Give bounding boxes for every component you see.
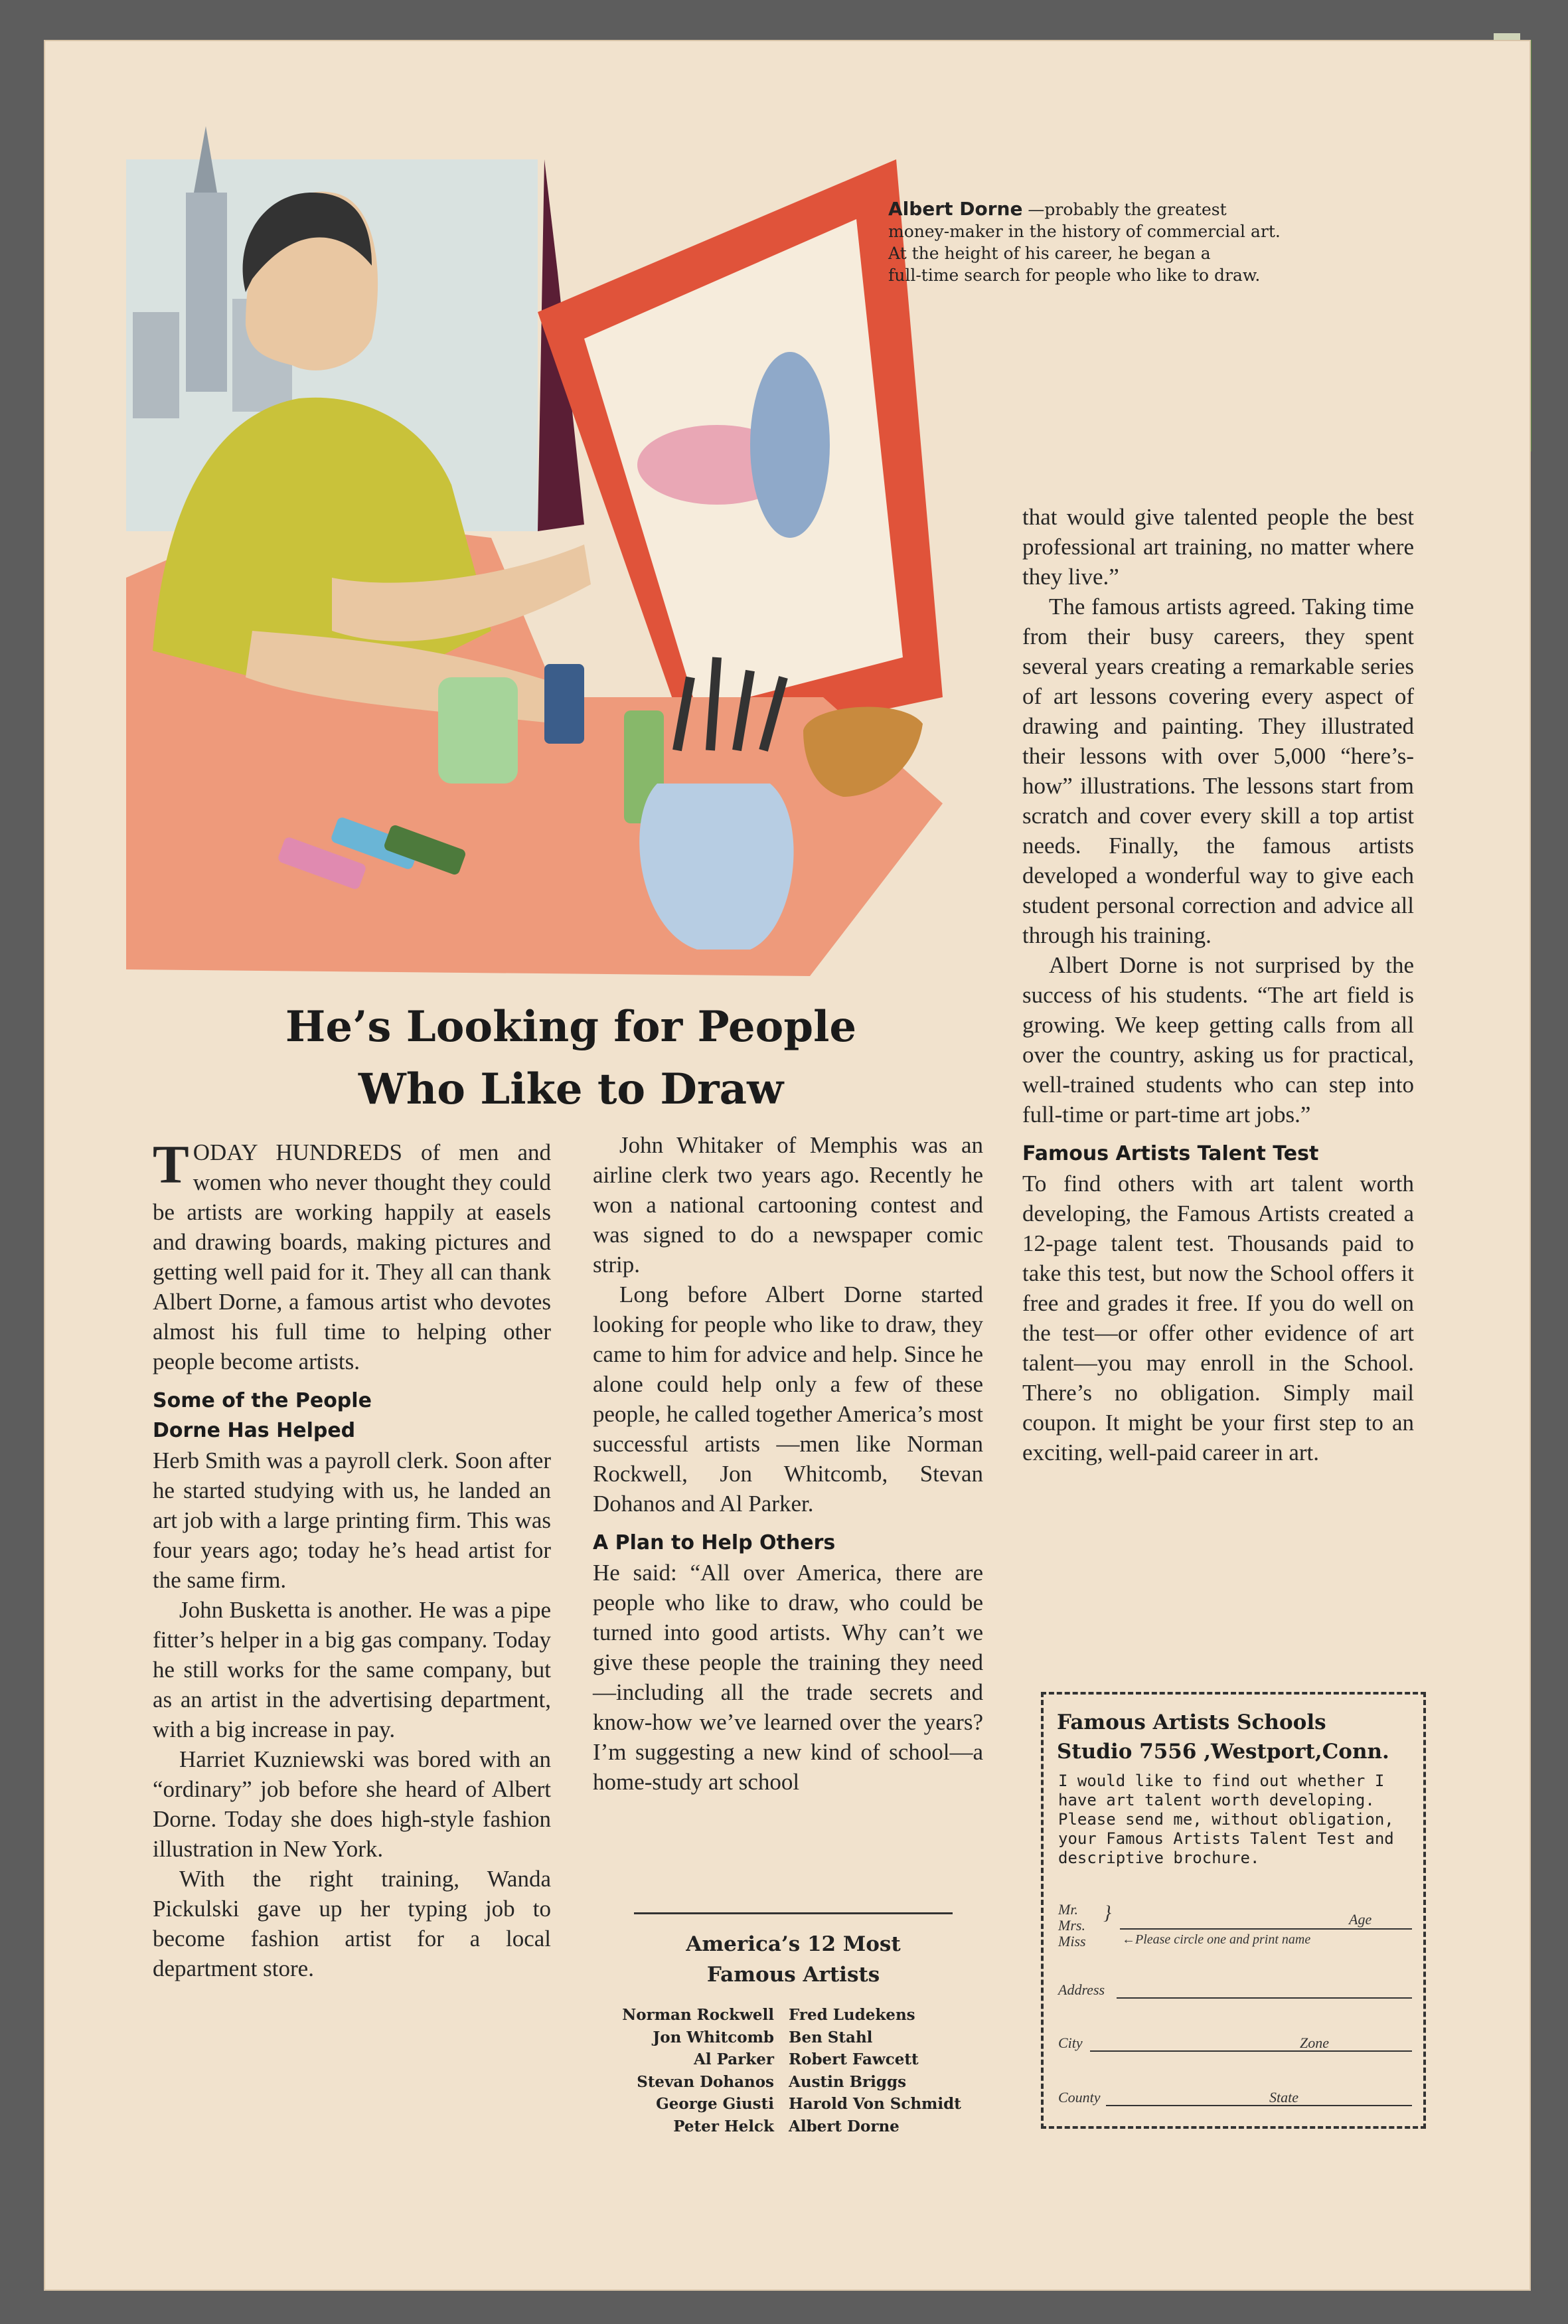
city-label: City (1058, 2034, 1083, 2051)
artist-name: Ben Stahl (789, 2028, 873, 2046)
name-field[interactable] (1120, 1928, 1412, 1930)
artist-name: Stevan Dohanos (637, 2072, 774, 2091)
intro-text: ODAY HUNDREDS of men and women who never thought they could be artists are working happily at easels and drawing boards, making pictures and getting well paid for it. They all can thank Albert Dorne, a famous artist who devotes almost his full time to helping other people become artists. (153, 1139, 551, 1374)
headline (119, 996, 1022, 1121)
title-option-mrs[interactable]: Mrs. (1058, 1917, 1085, 1934)
building (133, 312, 179, 418)
paragraph: To find others with art talent worth developing, the Famous Artists created a 12-page talent test. Thousands paid to take this test, but now the School offers it free and grades it free. If you do well on the test—or offer other evidence of art talent—you may enroll in the School. There’s no obligation. Simply mail coupon. It might be your first step to an exciting, well-paid career in art. (1022, 1171, 1414, 1465)
circle-note: ←Please circle one and print name (1122, 1932, 1311, 1947)
title-option-mr[interactable]: Mr. (1058, 1901, 1078, 1918)
coupon-text: I would like to find out whether I have art talent worth developing. Please send me, without obligation, your Famous Artists Talent Test and descriptive brochure. (1058, 1772, 1394, 1867)
famous-artists-title (591, 1929, 996, 1990)
illustration-caption (888, 198, 1406, 286)
zone-label: Zone (1300, 2034, 1329, 2051)
coupon-title (1057, 1708, 1415, 1766)
artist-name: Jon Whitcomb (653, 2028, 774, 2046)
caption-name: Albert Dorne (888, 198, 1023, 220)
title-option-miss[interactable]: Miss (1058, 1933, 1086, 1950)
county-label: County (1058, 2089, 1101, 2106)
artist-name: Peter Helck (673, 2117, 774, 2135)
intro-paragraph (153, 1134, 551, 1376)
drawing-farmer (750, 352, 830, 538)
famous-title-line: America’s 12 Most (686, 1932, 901, 1956)
subheading-line: Dorne Has Helped (153, 1419, 356, 1442)
brace: } (1103, 1902, 1111, 1924)
coupon-title-line: Famous Artists Schools (1057, 1710, 1326, 1734)
artist-name: George Giusti (656, 2095, 774, 2113)
address-field[interactable] (1117, 1997, 1412, 1999)
paint-jar (438, 677, 518, 784)
paragraph: Long before Albert Dorne started looking for people who like to draw, they came to him for advice and help. Since he alone could help only a few of these people, he called together America’s most successful artists —men like Norman Rockwell, Jon Whitcomb, Stevan Dohanos and Al Parker. (593, 1282, 983, 1517)
city-field[interactable] (1090, 2050, 1412, 2052)
paragraph: The famous artists agreed. Taking time from their busy careers, they spent several years creating a remarkable series of art lessons covering every aspect of drawing and painting. They illustrated their lessons with over 5,000 “here’s-how” illustrations. The lessons start from scratch and cover every skill a top artist needs. Finally, the famous artists developed a wonderful way to give each student personal correction and advice all through his training. (1022, 594, 1414, 948)
headline-line: He’s Looking for People (285, 1002, 857, 1052)
state-label: State (1269, 2089, 1298, 2106)
artist-name: Norman Rockwell (622, 2006, 774, 2024)
headline-line: Who Like to Draw (358, 1064, 784, 1114)
skyscraper (186, 193, 227, 392)
artist-name: Al Parker (694, 2050, 774, 2068)
caption-line: —probably the greatest (1022, 200, 1227, 219)
caption-line: money-maker in the history of commercial art. (888, 222, 1281, 241)
paragraph: He said: “All over America, there are people who like to draw, who could be turned into good artists. Why can’t we give these people the training they need—including all the trade secrets and know-how we’ve learned over the years? I’m suggesting a new kind of school—a home-study art school (593, 1560, 983, 1795)
article-column-3 (1022, 502, 1414, 1467)
paragraph: Harriet Kuzniewski was bored with an “ordinary” job before she heard of Albert Dorne. Today she does high-style fashion illustration in New York. (153, 1746, 551, 1862)
artist-name: Albert Dorne (789, 2117, 900, 2135)
divider (634, 1912, 953, 1914)
subheading: Famous Artists Talent Test (1022, 1142, 1319, 1165)
paragraph: Albert Dorne is not surprised by the success of his students. “The art field is growing. We keep getting calls from all over the country, asking us for practical, well-trained students who can step into full-time or part-time art jobs.” (1022, 952, 1414, 1127)
caption-line: full-time search for people who like to draw. (888, 266, 1261, 285)
mail-coupon (1041, 1692, 1426, 2129)
subheading: A Plan to Help Others (593, 1531, 836, 1554)
age-label: Age (1349, 1911, 1372, 1928)
subheading (153, 1386, 551, 1446)
paragraph: that would give talented people the best professional art training, no matter where they live.” (1022, 504, 1414, 590)
article-column-2 (593, 1130, 983, 1797)
paragraph: John Busketta is another. He was a pipe fitter’s helper in a big gas company. Today he still works for the same company, but as an artist in the advertising department, with a big increase in pay. (153, 1597, 551, 1742)
artist-name: Austin Briggs (789, 2072, 907, 2091)
drop-cap: T (153, 1134, 189, 1195)
coupon-title-line: Studio 7556 ,Westport,Conn. (1057, 1740, 1389, 1764)
albert-dorne-illustration (80, 113, 963, 996)
caption-line: At the height of his career, he began a (888, 244, 1211, 263)
famous-title-line: Famous Artists (706, 1963, 880, 1987)
article-column-1 (153, 1134, 551, 1983)
address-label: Address (1058, 1981, 1105, 1998)
paragraph: Herb Smith was a payroll clerk. Soon after he started studying with us, he landed an art job with a large printing firm. This was four years ago; today he’s head artist for the same firm. (153, 1448, 551, 1593)
title-options (1058, 1902, 1086, 1950)
ink-bottle (544, 664, 584, 744)
county-field[interactable] (1106, 2105, 1412, 2106)
subheading-line: Some of the People (153, 1389, 372, 1412)
artist-name: Fred Ludekens (789, 2006, 915, 2024)
artist-name: Harold Von Schmidt (789, 2095, 961, 2113)
paragraph: With the right training, Wanda Pickulski gave up her typing job to become fashion artist for a local department store. (153, 1866, 551, 1981)
artist-name: Robert Fawcett (789, 2050, 919, 2068)
paragraph: John Whitaker of Memphis was an airline clerk two years ago. Recently he won a national cartooning contest and was signed to do a newspaper comic strip. (593, 1132, 983, 1278)
